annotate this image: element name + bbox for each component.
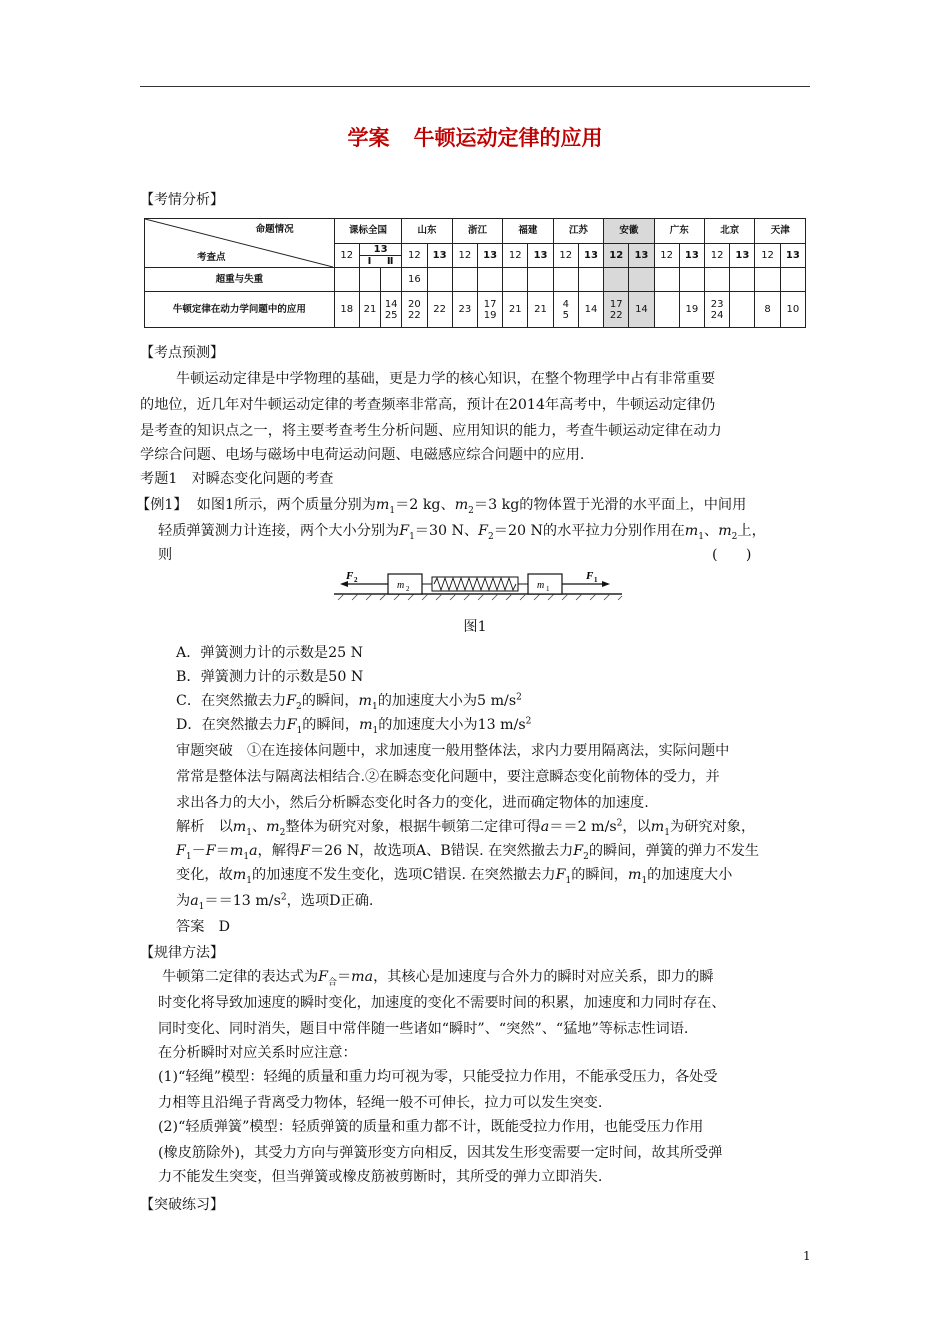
var-F: F (300, 843, 310, 859)
sub: 1 (246, 875, 252, 886)
example-line (158, 518, 766, 544)
data-cell: 14 25 (381, 292, 402, 328)
f1-sub: 1 (594, 576, 598, 584)
option-d (176, 712, 531, 738)
sub: 2 (279, 827, 286, 838)
data-cell: 17 19 (477, 292, 502, 328)
region-header: 浙江 (452, 219, 502, 244)
section-method: 【规律方法】 (140, 945, 224, 961)
breakthrough-line: 常常是整体法与隔离法相结合.②在瞬态变化问题中，要注意瞬态变化前物体的受力，并 (176, 769, 720, 785)
var-F: F (318, 969, 328, 985)
header-rule (140, 86, 810, 87)
analysis-line (176, 862, 732, 888)
var-m: m (650, 819, 665, 835)
corner-bottom-label: 考查点 (197, 252, 226, 263)
data-cell: 21 (359, 292, 380, 328)
example-line: 则 (158, 547, 173, 563)
text: ，选项D正确. (286, 893, 374, 909)
sub-he: 合 (327, 977, 337, 988)
region-header: 山东 (402, 219, 452, 244)
data-cell (654, 292, 679, 328)
analysis-line (176, 838, 759, 864)
year-cell: 12 (503, 243, 528, 268)
region-header: 福建 (503, 219, 553, 244)
data-cell: 10 (780, 292, 805, 328)
region-header: 安徽 (604, 219, 654, 244)
text: C．在突然撤去力 (176, 693, 287, 709)
sub: 2 (583, 851, 589, 862)
title-part2: 牛顿运动定律的应用 (413, 126, 603, 150)
text: 的加速度不发生变化，选项C错误. 在突然撤去力 (251, 867, 556, 883)
region-header: 课标全国 (334, 219, 402, 244)
year-13: 13 (360, 244, 401, 256)
sub: 1 (372, 701, 378, 712)
var-m: m (232, 819, 247, 835)
text: ＝30 N、 (414, 523, 479, 539)
f1-label: F (586, 570, 594, 582)
sup: 2 (525, 716, 532, 727)
var-m: m (375, 497, 390, 513)
text: 的加速度大小为5 m/s (377, 693, 517, 709)
var-m: m (266, 819, 280, 835)
year-cell: 12 (402, 243, 427, 268)
sup: 2 (516, 692, 522, 703)
section-prediction: 【考点预测】 (140, 345, 224, 361)
sub: 2 (731, 531, 738, 542)
var-ma: ma (351, 969, 374, 985)
method-line: (2)“轻质弹簧”模型：轻质弹簧的质量和重力都不计，既能受拉力作用，也能受压力作用 (158, 1119, 704, 1135)
text: 整体为研究对象，根据牛顿第二定律可得 (285, 819, 541, 835)
text: 轻质弹簧测力计连接，两个大小分别为 (158, 523, 400, 539)
data-cell: 14 (578, 292, 603, 328)
data-cell: 8 (755, 292, 780, 328)
f2-sub: 2 (354, 576, 358, 584)
data-cell: 20 22 (402, 292, 427, 328)
corner-diagonal (145, 219, 333, 267)
prediction-line: 牛顿运动定律是中学物理的基础，更是力学的核心知识，在整个物理学中占有非常重要 (176, 371, 716, 387)
sub: 1 (243, 851, 250, 862)
var-F: F (478, 523, 489, 539)
table-corner (145, 219, 335, 268)
prediction-line: 学综合问题、电场与磁场中电荷运动问题、电磁感应综合问题中的应用. (140, 447, 585, 463)
var-m: m (718, 523, 732, 539)
roman-1: Ⅰ (367, 255, 372, 267)
year-cell: 12 (604, 243, 629, 268)
block-m2 (388, 574, 422, 594)
sub: 2 (296, 701, 302, 712)
year-cell: 12 (755, 243, 780, 268)
year-cell: 12 (452, 243, 477, 268)
sub: 1 (296, 725, 303, 736)
option-a: A．弹簧测力计的示数是25 N (176, 645, 364, 661)
text: 解析 以 (176, 819, 233, 835)
page-number: 1 (803, 1249, 811, 1263)
text: 为研究对象， (670, 819, 756, 835)
section-analysis: 【考情分析】 (140, 192, 224, 208)
figure-caption: 图1 (463, 619, 487, 635)
text: － (191, 843, 206, 859)
text: ＝2 kg、 (395, 497, 455, 513)
text: ，以 (622, 819, 651, 835)
var-F: F (205, 843, 216, 859)
corner-top-label: 命题情况 (255, 224, 294, 235)
sub: 1 (198, 901, 205, 912)
text: ＝＝13 m/s (204, 893, 281, 909)
year-cell: 13 (427, 243, 452, 268)
sub: 1 (565, 875, 572, 886)
year-cell: 13 (578, 243, 603, 268)
sub: 2 (468, 505, 474, 516)
data-cell: 23 24 (705, 292, 730, 328)
data-cell: 23 (452, 292, 477, 328)
sup: 2 (280, 892, 287, 903)
text: ＝3 kg的物体置于光滑的水平面上，中间用 (473, 497, 747, 513)
block-m1 (528, 574, 562, 594)
exam-stats-table (144, 218, 806, 328)
answer-paren: ( ) (712, 547, 752, 563)
var-F: F (286, 693, 297, 709)
text: 的瞬间， (302, 717, 360, 733)
prediction-line: 是考查的知识点之一，将主要考查考生分析问题、应用知识的能力，考查牛顿运动定律在动力 (140, 423, 722, 439)
text: ＝20 N的水平拉力分别作用在 (493, 523, 685, 539)
example-line (136, 492, 746, 518)
text: ，解得 (257, 843, 301, 859)
data-cell: 14 (629, 292, 654, 328)
year-cell: 13 (629, 243, 654, 268)
row-label: 超重与失重 (145, 268, 335, 292)
data-cell: 19 (679, 292, 704, 328)
sub: 1 (246, 827, 252, 838)
year-cell: 12 (553, 243, 578, 268)
m1-sub: 1 (546, 585, 550, 593)
analysis-line (176, 888, 373, 914)
var-m: m (232, 867, 247, 883)
var-m: m (359, 717, 373, 733)
var-m: m (684, 523, 699, 539)
var-a: a (190, 893, 199, 909)
method-line: 力不能发生突变，但当弹簧或橡皮筋被剪断时，其所受的弹力立即消失. (158, 1169, 603, 1185)
text: 上， (737, 523, 766, 539)
method-line: 力相等且沿绳子背离受力物体，轻绳一般不可伸长，拉力可以发生突变. (158, 1095, 603, 1111)
m1-label: m (537, 580, 545, 591)
topic-heading: 考题1 对瞬态变化问题的考查 (140, 471, 334, 487)
var-m: m (454, 497, 469, 513)
data-cell: 21 (528, 292, 553, 328)
text: 牛顿第二定律的表达式为 (162, 969, 319, 985)
text: 为 (176, 893, 191, 909)
region-header: 北京 (705, 219, 755, 244)
text: 的加速度大小 (647, 867, 733, 883)
var-a: a (249, 843, 258, 859)
sub: 1 (664, 827, 670, 838)
var-a: a (540, 819, 550, 835)
region-header: 广东 (654, 219, 704, 244)
example-tag: 【例1】 (136, 497, 188, 513)
var-m: m (229, 843, 244, 859)
text: ＝ (336, 969, 352, 985)
var-m: m (358, 693, 372, 709)
sub: 1 (409, 531, 415, 542)
section-practice: 【突破练习】 (140, 1197, 224, 1213)
var-F: F (176, 843, 186, 859)
m2-sub: 2 (406, 585, 410, 593)
year-cell: 13 (679, 243, 704, 268)
text: 的加速度大小为13 m/s (378, 717, 526, 733)
analysis-line (176, 814, 755, 840)
text: 的瞬间， (571, 867, 628, 883)
sub: 1 (698, 531, 704, 542)
f2-label: F (346, 570, 354, 582)
figure-1-diagram (330, 566, 626, 604)
text: ＝26 N，故选项A、B错误. 在突然撤去力 (309, 843, 574, 859)
data-cell: 17 22 (604, 292, 629, 328)
year-cell: 12 (334, 243, 359, 268)
var-F: F (555, 867, 566, 883)
option-c (176, 688, 522, 714)
page-title (0, 122, 950, 152)
text: 、 (251, 819, 267, 835)
text: D．在突然撤去力 (176, 717, 287, 733)
text: 的瞬间，弹簧的弹力不发生 (588, 843, 760, 859)
text: 的瞬间， (301, 693, 359, 709)
var-F: F (573, 843, 584, 859)
data-cell: 16 (402, 268, 427, 292)
answer-line: 答案 D (176, 919, 230, 935)
data-cell: 4 5 (553, 292, 578, 328)
f1-arrowhead (602, 581, 610, 587)
var-m: m (627, 867, 642, 883)
method-line: 时变化将导致加速度的瞬时变化，加速度的变化不需要时间的积累，加速度和力同时存在、 (158, 995, 726, 1011)
year-cell: 13 (528, 243, 553, 268)
region-header: 江苏 (553, 219, 603, 244)
data-cell: 21 (503, 292, 528, 328)
text: ＝＝2 m/s (549, 819, 617, 835)
var-F: F (286, 717, 297, 733)
method-line: (1)“轻绳”模型：轻绳的质量和重力均可视为零，只能受拉力作用，不能承受压力，各处受 (158, 1069, 718, 1085)
sub: 1 (641, 875, 648, 886)
data-cell: 18 (334, 292, 359, 328)
var-F: F (399, 523, 410, 539)
row-label: 牛顿定律在动力学问题中的应用 (145, 292, 335, 328)
region-header: 天津 (755, 219, 806, 244)
sub: 1 (372, 725, 379, 736)
sub: 1 (185, 851, 192, 862)
method-line: 同时变化、同时消失，题目中常伴随一些诸如“瞬时”、“突然”、“猛地”等标志性词语. (158, 1021, 689, 1037)
text: 、 (704, 523, 719, 539)
text: 变化，故 (176, 867, 233, 883)
method-line: (橡皮筋除外)，其受力方向与弹簧形变方向相反，因其发生形变需要一定时间，故其所受弹 (158, 1145, 723, 1161)
method-line (162, 964, 714, 990)
sup: 2 (616, 818, 623, 829)
breakthrough-line: 求出各力的大小，然后分析瞬态变化时各力的变化，进而确定物体的加速度. (176, 795, 649, 811)
title-part1: 学案 (347, 126, 390, 150)
option-b: B．弹簧测力计的示数是50 N (176, 669, 364, 685)
sub: 1 (389, 505, 396, 516)
year-cell: 13 (780, 243, 805, 268)
year-cell: 13 (730, 243, 755, 268)
year-cell: 13 (477, 243, 502, 268)
year-cell-split (359, 243, 401, 268)
roman-2: Ⅱ (386, 255, 394, 267)
data-cell (730, 292, 755, 328)
breakthrough-line: 审题突破 ①在连接体问题中，求加速度一般用整体法，求内力要用隔离法，实际问题中 (176, 743, 730, 759)
ground-hatch (338, 594, 622, 600)
year-cell: 12 (705, 243, 730, 268)
text: 如图1所示，两个质量分别为 (196, 497, 376, 513)
sub: 2 (488, 531, 494, 542)
prediction-line: 的地位，近几年对牛顿运动定律的考查频率非常高，预计在2014年高考中，牛顿运动定律仍 (140, 397, 716, 413)
method-line: 在分析瞬时对应关系时应注意： (158, 1045, 357, 1061)
data-cell: 22 (427, 292, 452, 328)
text: ，其核心是加速度与合外力的瞬时对应关系，即力的瞬 (373, 969, 714, 985)
m2-label: m (397, 580, 405, 591)
text: ＝ (215, 843, 230, 859)
year-cell: 12 (654, 243, 679, 268)
